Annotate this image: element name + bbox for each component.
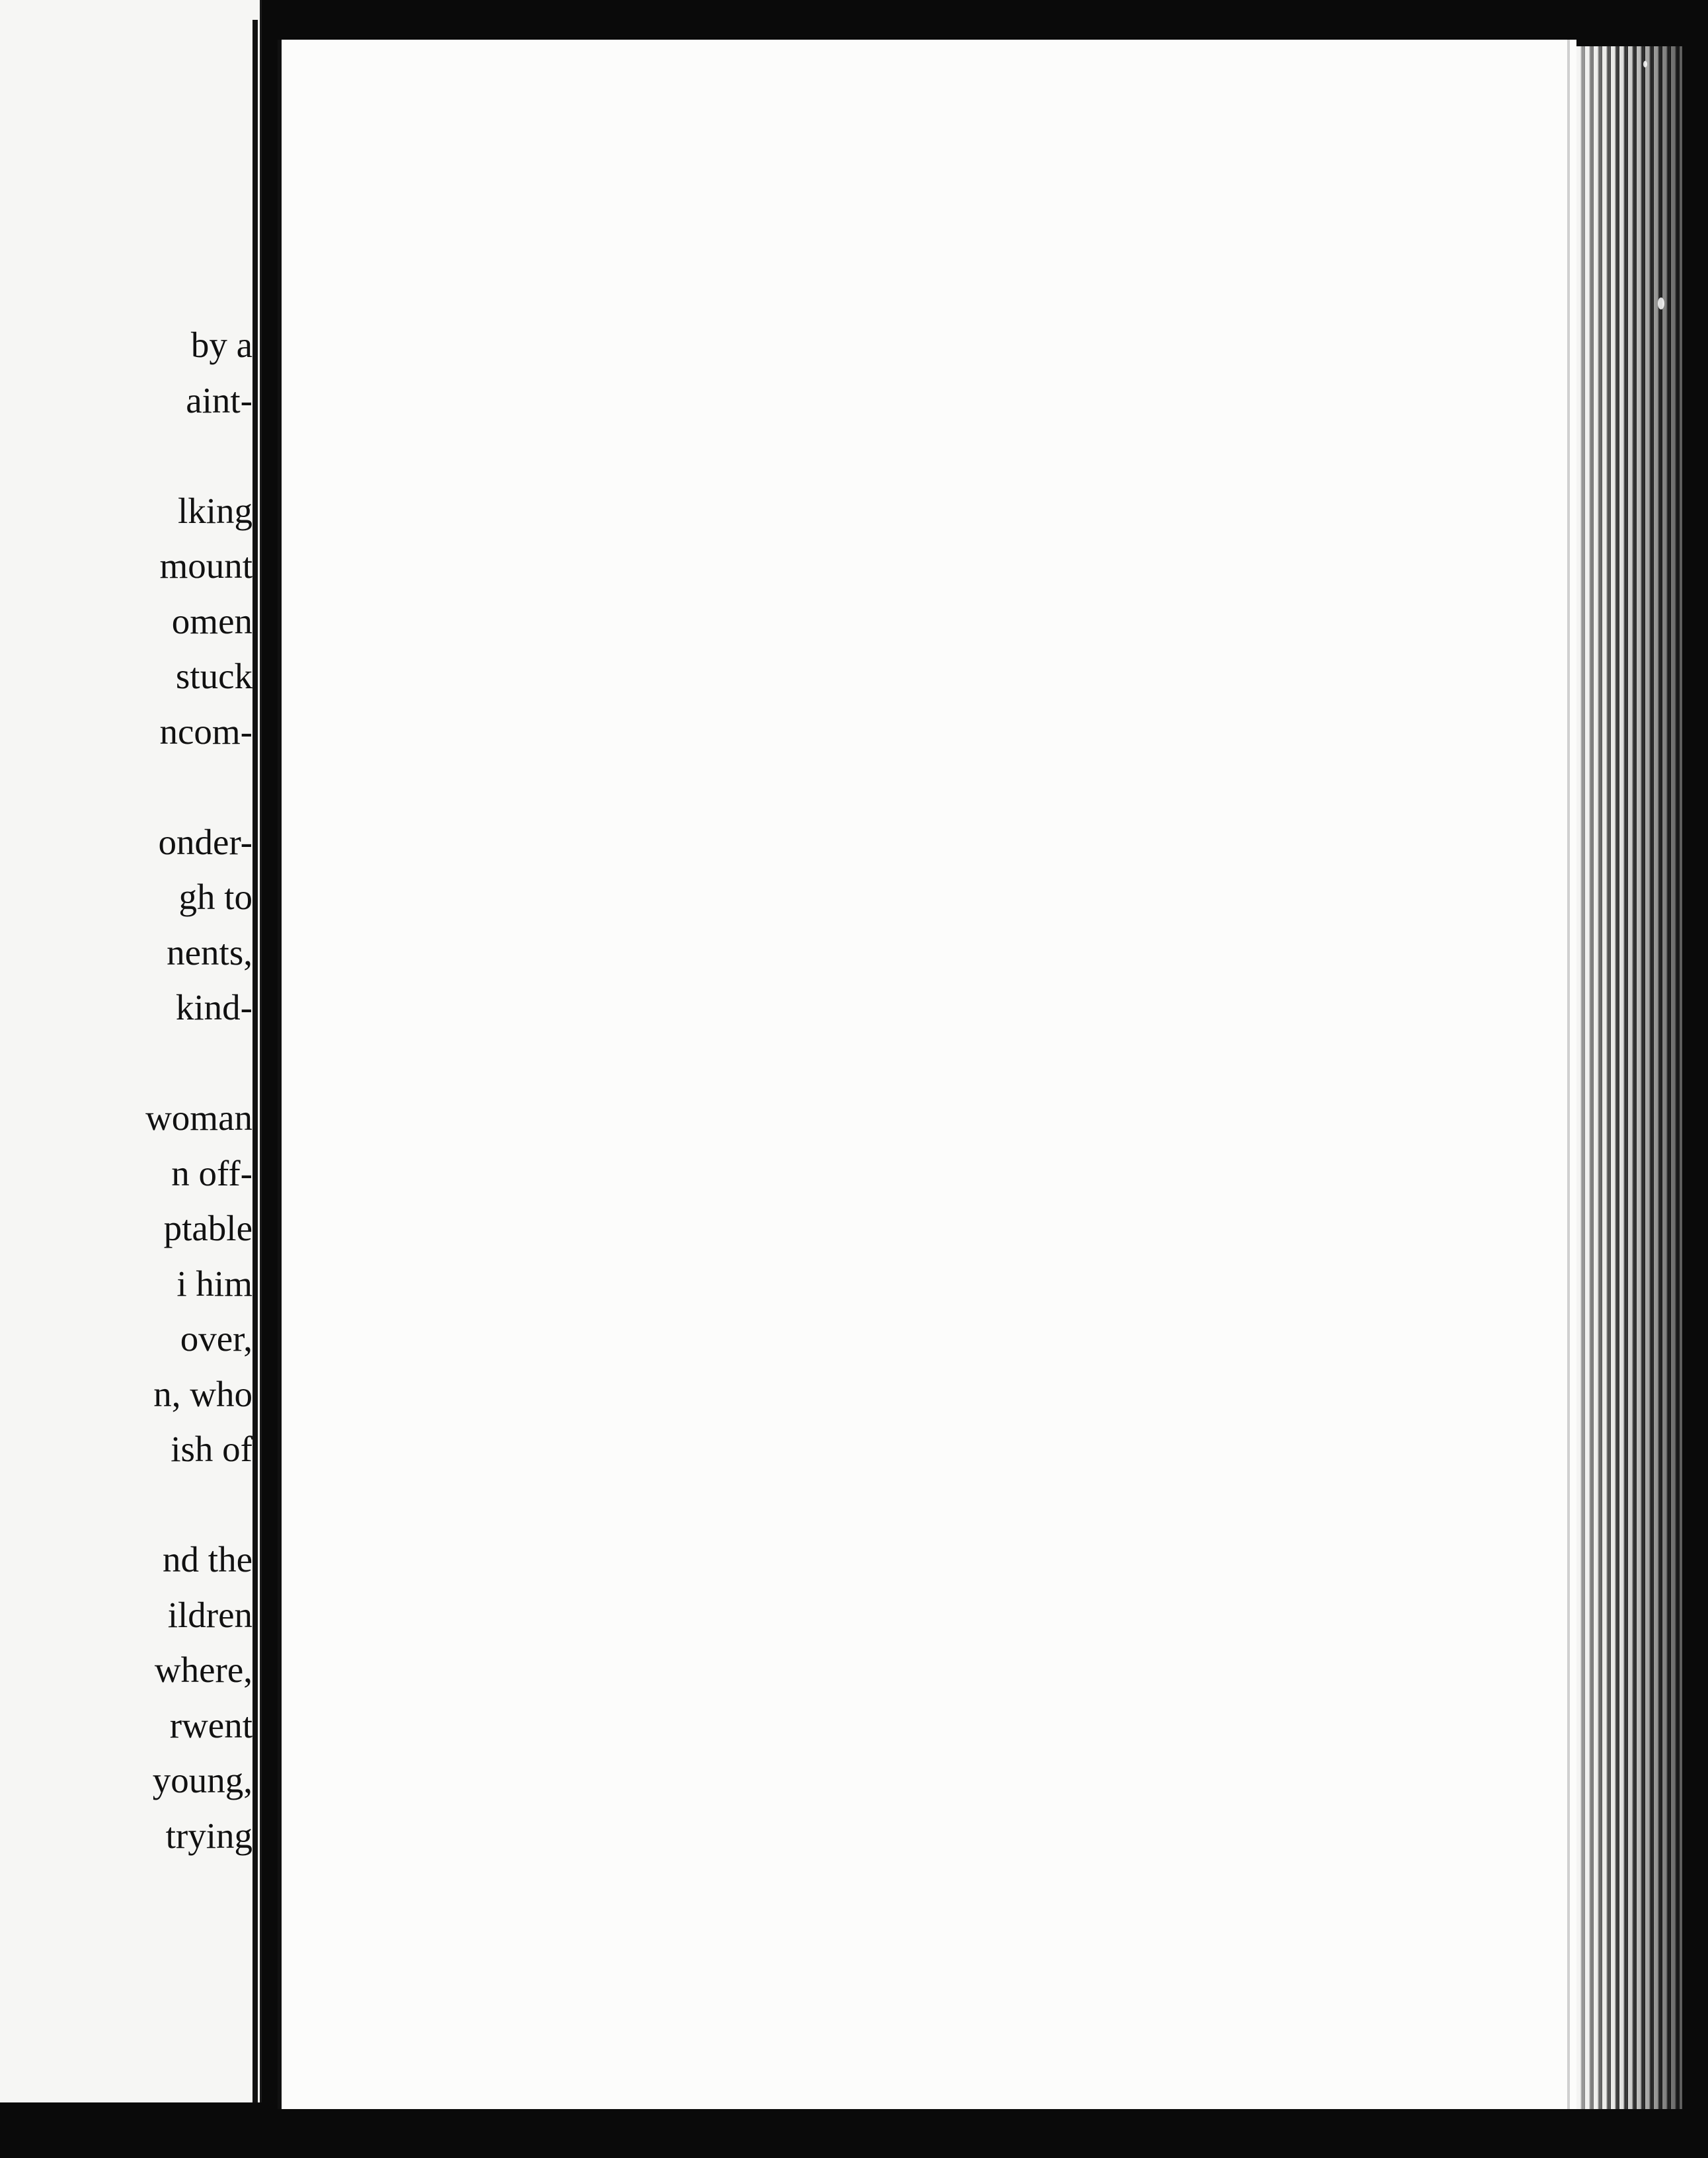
paragraph-gap xyxy=(1,428,252,483)
page-stack-shading xyxy=(1576,46,1682,2116)
left-page-edge xyxy=(252,20,258,2102)
text-line: young, xyxy=(152,1760,252,1800)
text-line: mount xyxy=(159,545,252,586)
text-line: kind- xyxy=(175,987,252,1027)
text-line: where, xyxy=(154,1650,252,1690)
text-line: onder- xyxy=(158,821,252,862)
text-line: nd the xyxy=(163,1539,252,1579)
text-line: woman xyxy=(145,1098,252,1138)
text-line: over, xyxy=(180,1318,252,1359)
text-line: ish of xyxy=(171,1429,252,1469)
dust-speck xyxy=(1643,61,1647,67)
text-line: n, who xyxy=(153,1373,252,1414)
text-line: ptable xyxy=(163,1208,252,1248)
text-line: nents, xyxy=(167,932,252,973)
text-line: ncom- xyxy=(159,711,252,752)
text-line: omen xyxy=(171,600,252,641)
text-line: aint- xyxy=(186,380,252,420)
text-line: ildren xyxy=(167,1594,252,1635)
text-line: gh to xyxy=(178,877,252,917)
text-line: i him xyxy=(176,1263,252,1304)
right-page-blank xyxy=(278,40,1576,2116)
left-page-text-column xyxy=(1,317,252,1863)
text-line: by a xyxy=(190,325,252,365)
paragraph-gap xyxy=(1,1477,252,1533)
text-line: rwent xyxy=(169,1704,252,1745)
dust-speck xyxy=(1658,298,1664,309)
text-line: trying xyxy=(165,1815,252,1856)
text-line: stuck xyxy=(175,656,252,696)
right-page-inner-edge xyxy=(1567,40,1570,2116)
paragraph-gap xyxy=(1,759,252,815)
bottom-scan-border xyxy=(0,2109,1708,2158)
text-line: lking xyxy=(177,490,252,531)
paragraph-gap xyxy=(1,1035,252,1091)
left-page xyxy=(0,0,262,2102)
page-stack-edge xyxy=(1576,46,1682,2116)
text-line: n off- xyxy=(171,1152,252,1193)
